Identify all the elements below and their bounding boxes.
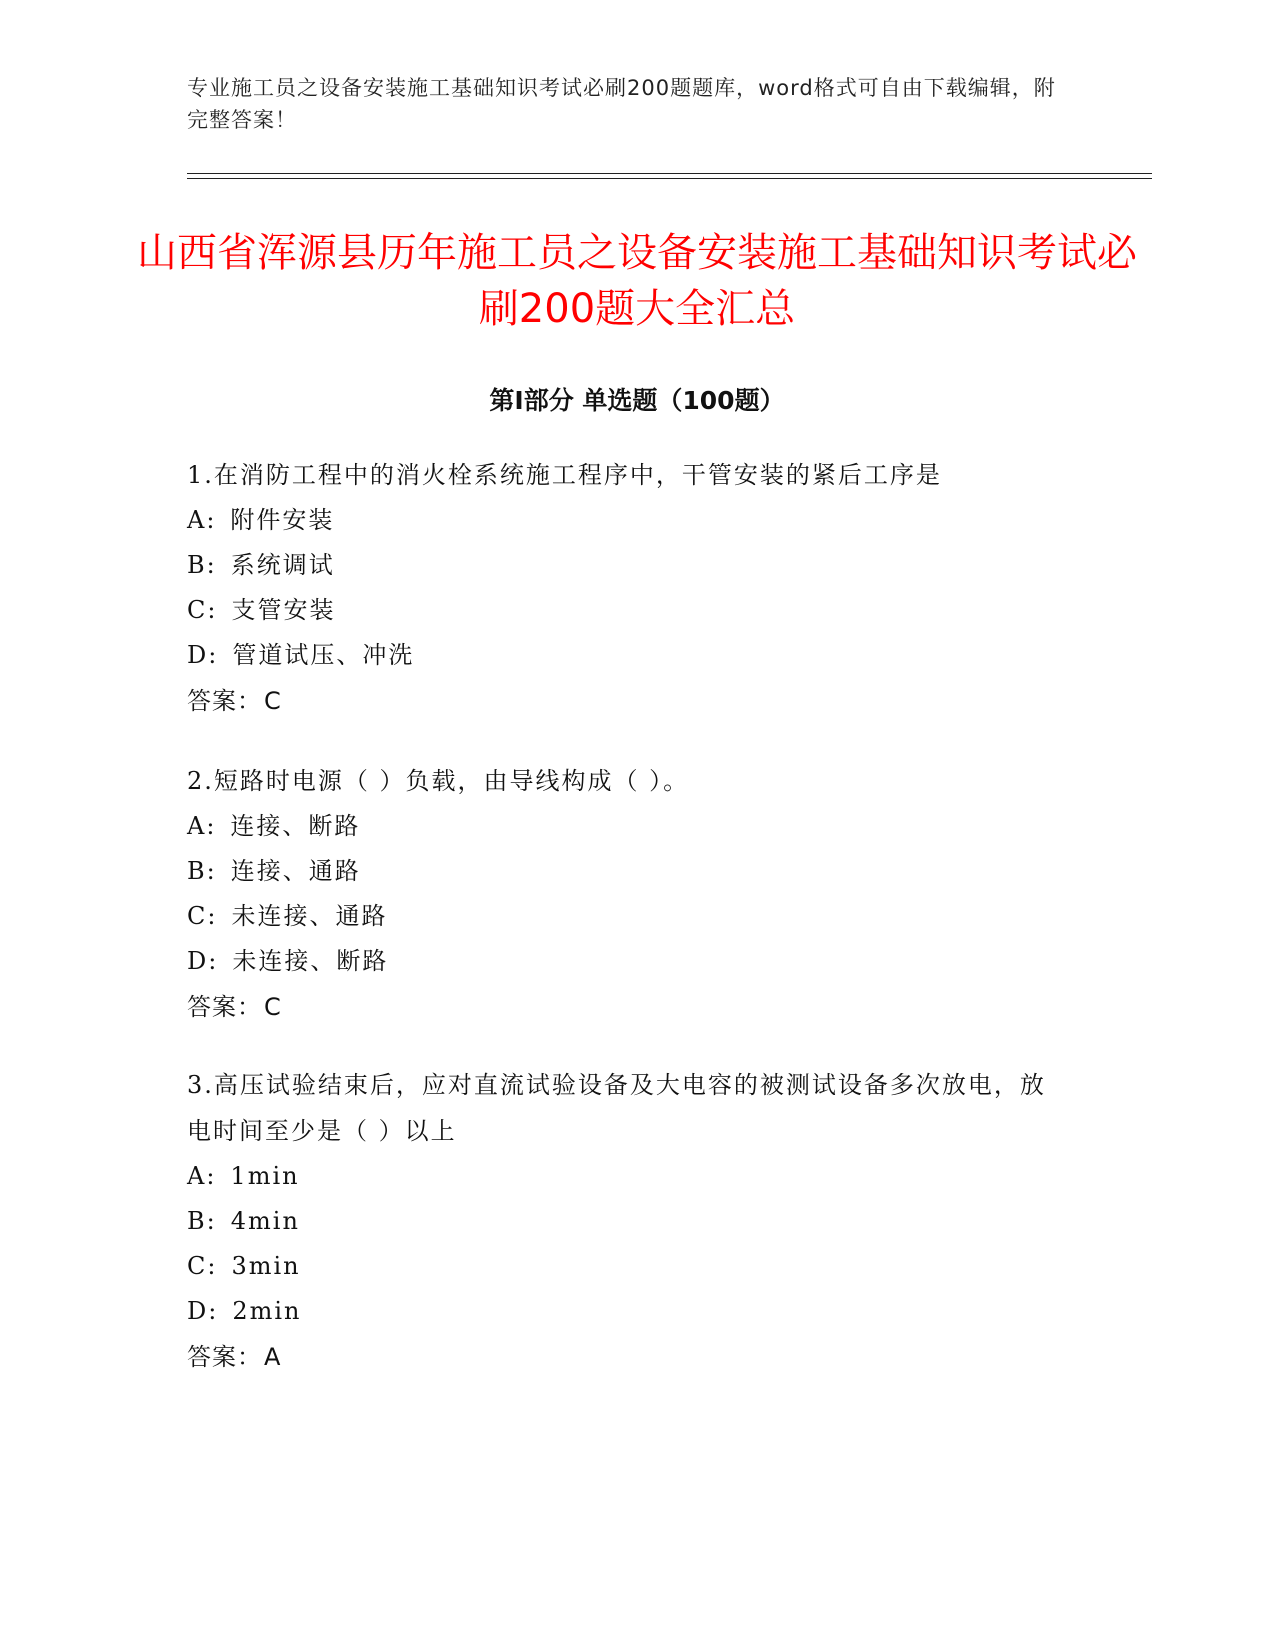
option-text: 连接、通路 xyxy=(230,857,361,885)
answer-label: 答案： xyxy=(187,993,262,1021)
option-text: 支管安装 xyxy=(231,596,336,624)
option-c xyxy=(187,1244,1067,1289)
option-letter: B: xyxy=(187,551,217,579)
option-letter: D: xyxy=(187,1297,219,1325)
option-letter: A: xyxy=(187,812,217,840)
answer-line xyxy=(187,1334,1067,1380)
option-text: 未连接、断路 xyxy=(232,947,389,975)
option-letter: D: xyxy=(187,947,219,975)
option-text: 附件安装 xyxy=(230,506,335,534)
option-b xyxy=(187,849,1067,894)
option-letter: D: xyxy=(187,641,219,669)
option-text: 2min xyxy=(232,1297,302,1325)
question-2 xyxy=(187,758,1067,1030)
answer-value: C xyxy=(264,993,282,1021)
answer-value: A xyxy=(264,1343,282,1371)
option-c xyxy=(187,588,1067,633)
document-title: 山西省浑源县历年施工员之设备安装施工基础知识考试必刷200题大全汇总 xyxy=(137,230,1137,332)
option-letter: A: xyxy=(187,1162,217,1190)
answer-label: 答案： xyxy=(187,687,262,715)
option-a xyxy=(187,1154,1067,1199)
option-a xyxy=(187,804,1067,849)
header-note: 专业施工员之设备安装施工基础知识考试必刷200题题库，word格式可自由下载编辑，附完整答案！ xyxy=(187,76,1056,132)
option-text: 4min xyxy=(230,1207,300,1235)
option-d xyxy=(187,939,1067,984)
answer-label: 答案： xyxy=(187,1343,262,1371)
option-a xyxy=(187,498,1067,543)
option-letter: A: xyxy=(187,506,217,534)
answer-line xyxy=(187,984,1067,1030)
option-letter: C: xyxy=(187,902,218,930)
option-text: 1min xyxy=(230,1162,300,1190)
option-text: 连接、断路 xyxy=(230,812,361,840)
option-d xyxy=(187,633,1067,678)
question-1 xyxy=(187,452,1067,724)
answer-line xyxy=(187,678,1067,724)
option-text: 未连接、通路 xyxy=(231,902,388,930)
question-stem: 2.短路时电源（ ）负载，由导线构成（ ）。 xyxy=(187,767,690,795)
option-letter: B: xyxy=(187,1207,217,1235)
question-3 xyxy=(187,1062,1067,1380)
option-letter: B: xyxy=(187,857,217,885)
option-b xyxy=(187,1199,1067,1244)
option-d xyxy=(187,1289,1067,1334)
question-stem: 1.在消防工程中的消火栓系统施工程序中，干管安装的紧后工序是 xyxy=(187,461,942,489)
option-letter: C: xyxy=(187,596,218,624)
option-letter: C: xyxy=(187,1252,218,1280)
option-c xyxy=(187,894,1067,939)
question-stem: 3.高压试验结束后，应对直流试验设备及大电容的被测试设备多次放电，放电时间至少是（ ）以上 xyxy=(187,1071,1046,1145)
header-divider-bottom xyxy=(187,178,1152,179)
answer-value: C xyxy=(264,687,282,715)
header-divider-top xyxy=(187,173,1152,174)
option-text: 系统调试 xyxy=(230,551,335,579)
option-text: 管道试压、冲洗 xyxy=(232,641,415,669)
option-text: 3min xyxy=(231,1252,301,1280)
option-b xyxy=(187,543,1067,588)
section-title: 第Ⅰ部分 单选题（100题） xyxy=(489,386,785,415)
